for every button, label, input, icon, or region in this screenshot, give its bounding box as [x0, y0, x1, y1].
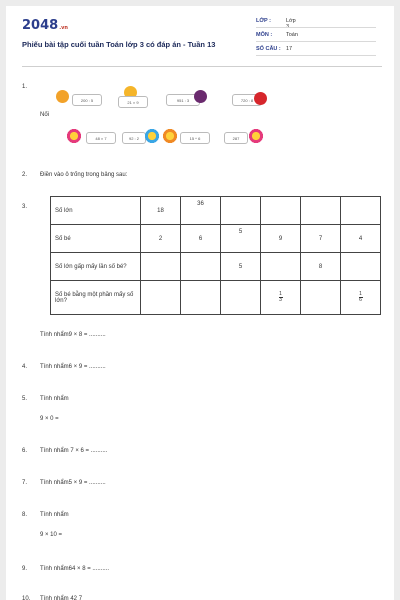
- worksheet: [6, 6, 394, 600]
- q1-top-box-4[interactable]: 720 : 8: [232, 94, 262, 106]
- q1-number: 1.: [22, 84, 28, 90]
- row-label: Số lớn gấp mấy lần số bé?: [51, 253, 141, 281]
- info-lop: LỚP : Lớp 3: [256, 18, 271, 24]
- table-cell[interactable]: 5: [221, 253, 261, 281]
- q8-sub: 9 × 10 =: [40, 532, 63, 538]
- table-cell[interactable]: 36: [181, 197, 221, 225]
- fraction: $\frac{1}{6}$: [359, 291, 362, 303]
- flower-icon: [66, 128, 82, 144]
- table-cell[interactable]: 4: [341, 225, 381, 253]
- q1-bottom-box-2[interactable]: 92 : 2: [122, 132, 146, 144]
- q2-number: 2.: [22, 172, 28, 178]
- info-mon: MÔN : Toán: [256, 32, 272, 38]
- q8-number: 8.: [22, 512, 28, 518]
- row-label: Số bé: [51, 225, 141, 253]
- table-cell[interactable]: 9: [261, 225, 301, 253]
- table-cell[interactable]: [181, 253, 221, 281]
- table-cell[interactable]: [301, 197, 341, 225]
- strawberry-fruit-icon: [254, 92, 267, 105]
- q8-text: Tính nhẩm: [40, 512, 69, 518]
- table-row: [51, 281, 381, 315]
- table-cell[interactable]: [261, 253, 301, 281]
- table-cell[interactable]: [181, 281, 221, 315]
- q6-text: Tính nhẩm 7 × 6 = ..........: [40, 448, 108, 454]
- header-divider: [22, 66, 382, 67]
- q9-text: Tính nhẩm64 × 8 = ..........: [40, 566, 110, 572]
- q4-number: 4.: [22, 364, 28, 370]
- q1-top-box-1[interactable]: 200 : 5: [72, 94, 102, 106]
- grape-fruit-icon: [194, 90, 207, 103]
- fraction: $\frac{1}{3}$: [279, 291, 282, 303]
- q7-text: Tính nhẩm5 × 9 = ..........: [40, 480, 106, 486]
- table-cell[interactable]: 6: [181, 225, 221, 253]
- q2-text: Điền vào ô trống trong bảng sau:: [40, 172, 128, 178]
- q3-number: 3.: [22, 204, 28, 210]
- q4-text: Tính nhẩm6 × 9 = ..........: [40, 364, 106, 370]
- q1-bottom-box-3[interactable]: 15 ^ 6: [180, 132, 210, 144]
- q1-bottom-box-4[interactable]: 287: [224, 132, 248, 144]
- table-row: [51, 225, 381, 253]
- table-cell[interactable]: [221, 197, 261, 225]
- q7-number: 7.: [22, 480, 28, 486]
- info-so-cau: SỐ CÂU : 17: [256, 46, 281, 52]
- page-title: Phiếu bài tập cuối tuần Toán lớp 3 có đáp án - Tuần 13: [22, 40, 216, 49]
- q1-top-box-2[interactable]: 21 × 9: [118, 96, 148, 108]
- table-cell[interactable]: 2: [141, 225, 181, 253]
- q1-bottom-box-1[interactable]: 48 × 7: [86, 132, 116, 144]
- q1-noi-label: Nối: [40, 112, 50, 118]
- q5-number: 5.: [22, 396, 28, 402]
- q5-text: Tính nhẩm: [40, 396, 69, 402]
- flower-icon: [144, 128, 160, 144]
- q1-top-box-3[interactable]: 951 : 3: [166, 94, 200, 106]
- table-cell[interactable]: 18: [141, 197, 181, 225]
- flower-icon: [248, 128, 264, 144]
- row-label: Số bé bằng một phần mấy số lớn?: [51, 281, 141, 315]
- table-row: [51, 197, 381, 225]
- q6-number: 6.: [22, 448, 28, 454]
- q10-number: 10.: [22, 596, 31, 600]
- flower-icon: [162, 128, 178, 144]
- orange-fruit-icon: [56, 90, 69, 103]
- q5-sub: 9 × 0 =: [40, 416, 59, 422]
- table-cell[interactable]: [341, 253, 381, 281]
- q10-text: Tính nhẩm 42 7: [40, 596, 83, 600]
- q9-number: 9.: [22, 566, 28, 572]
- table-cell[interactable]: [221, 281, 261, 315]
- table-row: [51, 253, 381, 281]
- table-cell[interactable]: 5: [221, 225, 261, 253]
- table-cell[interactable]: 8: [301, 253, 341, 281]
- table-cell[interactable]: [261, 281, 301, 315]
- table-cell[interactable]: [261, 197, 301, 225]
- q3-after-text: Tính nhẩm9 × 8 = ..........: [40, 332, 106, 338]
- table-cell[interactable]: [341, 281, 381, 315]
- table-cell[interactable]: [341, 197, 381, 225]
- table-cell[interactable]: [141, 253, 181, 281]
- table-cell[interactable]: [301, 281, 341, 315]
- q3-table: [50, 196, 381, 315]
- table-cell[interactable]: [141, 281, 181, 315]
- table-cell[interactable]: 7: [301, 225, 341, 253]
- site-logo[interactable]: 2048.vn: [22, 18, 68, 33]
- row-label: Số lớn: [51, 197, 141, 225]
